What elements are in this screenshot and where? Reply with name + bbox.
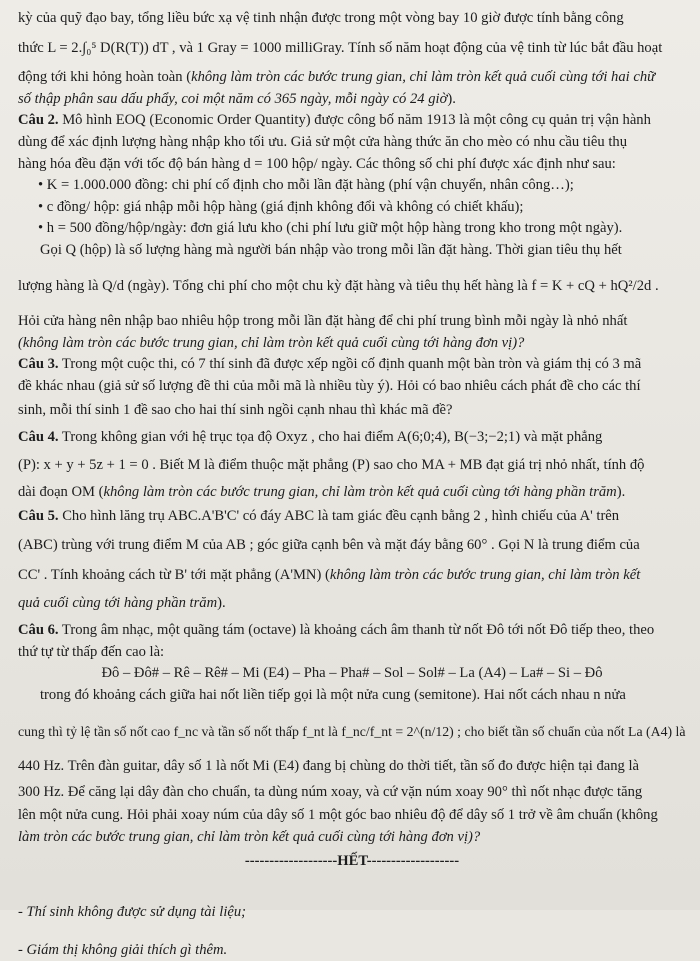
text-line: [18, 593, 686, 615]
footer-note: - Giám thị không giải thích gì thêm.: [18, 941, 228, 958]
text-line: lượng hàng là Q/d (ngày). Tổng chi phí cho một chu kỳ đặt hàng và tiêu thụ hết hàng là f = K + cQ + hQ²/2d .: [18, 277, 659, 294]
text-line: thức L = 2.∫₀⁵ D(R(T)) dT , và 1 Gray = 1000 milliGray. Tính số năm hoạt động của vệ tinh từ lúc bắt đầu hoạt: [18, 39, 663, 56]
question-label: Câu 4.: [18, 429, 59, 446]
instruction-italic: không làm tròn các bước trung gian, chỉ làm tròn kết: [329, 567, 641, 584]
question-6: [18, 620, 686, 642]
bullet-item: • h = 500 đồng/hộp/ngày: đơn giá lưu kho (chi phí lưu giữ một hộp hàng trong kho trong một ngày).: [38, 220, 623, 237]
text-line: (P): x + y + 5z + 1 = 0 . Biết M là điểm thuộc mặt phẳng (P) sao cho MA + MB đạt giá trị nhỏ nhất, tính độ: [18, 456, 645, 473]
question-label: Câu 6.: [18, 622, 59, 639]
text-line: thứ tự từ thấp đến cao là:: [18, 643, 165, 660]
text-line: (ABC) trùng với trung điểm M của AB ; góc giữa cạnh bên và mặt đáy bằng 60° . Gọi N là trung điểm của: [18, 537, 640, 554]
text-line: [18, 482, 686, 504]
text-span: Mô hình EOQ (Economic Order Quantity) được công bố năm 1913 là một công cụ quản trị vận hành: [58, 112, 651, 129]
text-span: ).: [616, 484, 626, 501]
text-line: cung thì tỷ lệ tần số nốt cao f_nc và tần số nốt thấp f_nt là f_nc/f_nt = 2^(n/12) ; cho biết tần số chuẩn của nốt La (A4) là: [18, 723, 686, 739]
question-5: [18, 506, 686, 528]
instruction-italic: không làm tròn các bước trung gian, chỉ làm tròn kết quả cuối cùng tới hàng phần trăm: [103, 484, 617, 501]
note-sequence: Đô – Đô# – Rê – Rê# – Mi (E4) – Pha – Pha# – Sol – Sol# – La (A4) – La# – Si – Đô: [101, 665, 603, 682]
text-line: kỳ của quỹ đạo bay, tổng liều bức xạ vệ tinh nhận được trong một vòng bay 10 giờ được tính bằng công: [18, 10, 624, 26]
text-span: dài đoạn OM (: [18, 484, 104, 501]
question-4: [18, 427, 686, 449]
text-line: dùng để xác định lượng hàng nhập kho tối ưu. Giả sử một cửa hàng thức ăn cho mèo có nhu cầu tiêu thụ: [18, 133, 627, 150]
text-line: 440 Hz. Trên đàn guitar, dây số 1 là nốt Mi (E4) đang bị chùng do thời tiết, tần số đo được hiện tại đang là: [18, 758, 640, 775]
text-line: 300 Hz. Để căng lại dây đàn cho chuẩn, ta dùng núm xoay, và cứ vặn núm xoay 90° thì nốt nhạc được tăng: [18, 783, 643, 800]
text-line: hàng hóa đều đặn với tốc độ bán hàng d = 100 hộp/ ngày. Các thông số chi phí được xác định như sau:: [18, 155, 616, 172]
instruction-italic: làm tròn các bước trung gian, chỉ làm tròn kết quả cuối cùng tới hàng đơn vị)?: [18, 829, 481, 845]
question-label: Câu 2.: [18, 112, 59, 129]
text-line: [18, 67, 686, 89]
text-line: lên một nửa cung. Hỏi phải xoay núm của dây số 1 một góc bao nhiêu độ để dây số 1 trở về âm chuẩn (không: [18, 807, 658, 824]
end-marker: -------------------HẾT-------------------: [244, 852, 460, 869]
text-line: [18, 565, 686, 587]
text-span: Cho hình lăng trụ ABC.A'B'C' có đáy ABC là tam giác đều cạnh bằng 2 , hình chiếu của A' trên: [58, 507, 620, 524]
question-2: [18, 110, 686, 132]
text-span: ).: [447, 90, 456, 107]
text-line: Gọi Q (hộp) là số lượng hàng mà người bán nhập vào trong mỗi lần đặt hàng. Thời gian tiêu thụ hết: [40, 241, 622, 258]
text-span: động tới khi hỏng hoàn toàn (: [18, 69, 192, 86]
question-label: Câu 5.: [18, 507, 59, 524]
footer-note: - Thí sinh không được sử dụng tài liệu;: [18, 904, 247, 921]
instruction-italic: quả cuối cùng tới hàng phần trăm: [18, 594, 218, 611]
bullet-item: • c đồng/ hộp: giá nhập mỗi hộp hàng (giá định không đổi và không có chiết khấu);: [38, 198, 524, 215]
text-line: Hỏi cửa hàng nên nhập bao nhiêu hộp trong mỗi lần đặt hàng để chi phí trung bình mỗi ngày là nhỏ nhất: [18, 313, 628, 330]
text-span: CC' . Tính khoảng cách từ B' tới mặt phẳng (A'MN) (: [18, 567, 330, 584]
text-line: trong đó khoảng cách giữa hai nốt liền tiếp gọi là một nửa cung (semitone). Hai nốt cách nhau n nửa: [40, 687, 626, 704]
instruction-italic: (không làm tròn các bước trung gian, chỉ làm tròn kết quả cuối cùng tới hàng đơn vị)?: [18, 334, 525, 351]
text-span: Trong âm nhạc, một quãng tám (octave) là khoảng cách âm thanh từ nốt Đô tới nốt Đô tiếp theo, theo: [58, 622, 655, 639]
text-line: [18, 89, 686, 111]
text-line: sinh, mỗi thí sinh 1 đề sao cho hai thí sinh ngồi cạnh nhau thì khác mã đề?: [18, 401, 453, 418]
text-span: Trong không gian với hệ trục tọa độ Oxyz , cho hai điểm A(6;0;4), B(−3;−2;1) và mặt phẳng: [58, 429, 603, 446]
text-line: đề khác nhau (giả sử số lượng đề thi của mỗi mã là nhiều tùy ý). Hỏi có bao nhiêu cách phát đề cho các thí: [18, 377, 641, 394]
bullet-item: • K = 1.000.000 đồng: chi phí cố định cho mỗi lần đặt hàng (phí vận chuyển, nhân công…);: [38, 177, 574, 194]
instruction-italic: không làm tròn các bước trung gian, chỉ làm tròn kết quả cuối cùng tới hai chữ: [191, 69, 656, 86]
text-span: Trong một cuộc thi, có 7 thí sinh đã được xếp ngồi cố định quanh một bàn tròn và giám thị có 3 mã: [58, 356, 642, 373]
instruction-italic: số thập phân sau dấu phẩy, coi một năm có 365 ngày, mỗi ngày có 24 giờ: [18, 90, 448, 107]
question-label: Câu 3.: [18, 356, 59, 373]
text-span: ).: [217, 594, 226, 611]
question-3: [18, 354, 686, 376]
